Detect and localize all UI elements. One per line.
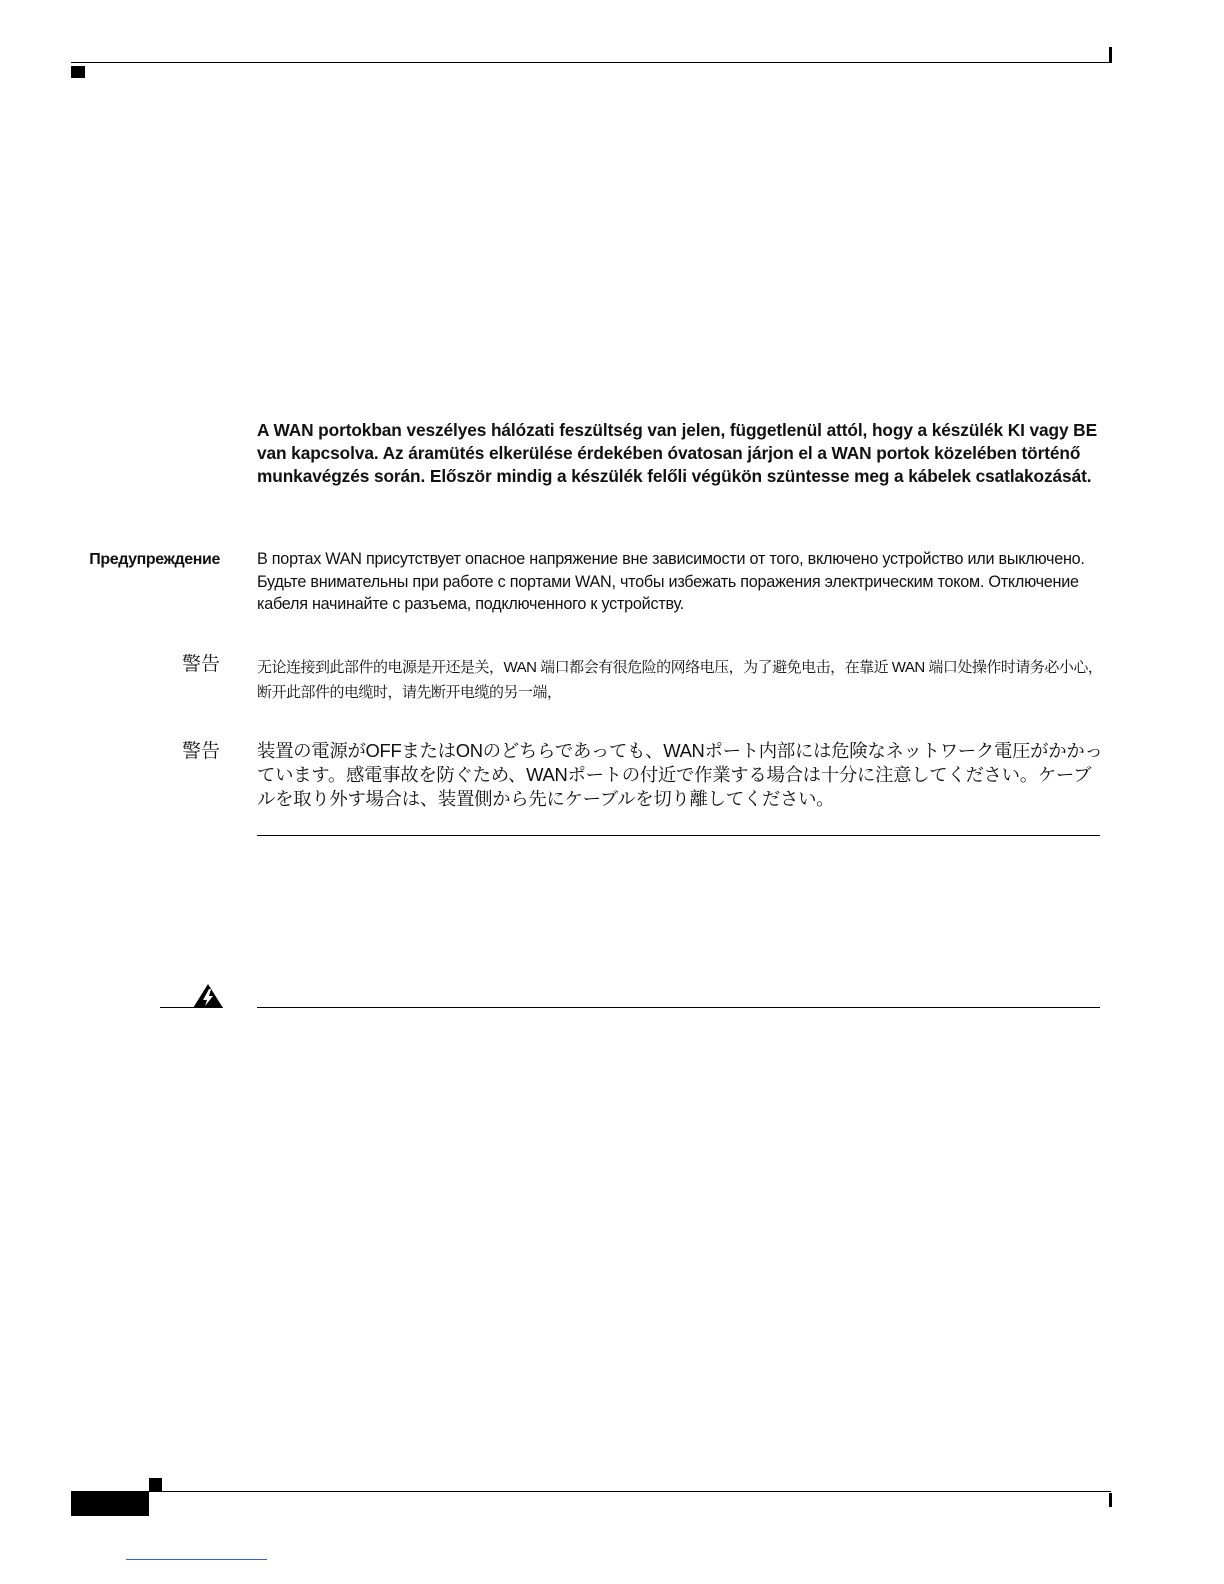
section-end-rule: [257, 835, 1100, 836]
warning-icon-rule: [160, 1007, 223, 1008]
warning-top-rule: [257, 1007, 1100, 1008]
warning-text-russian: В портах WAN присутствует опасное напряжение вне зависимости от того, включено устройство или выключено. Будьте внимательны при работе с портами WAN, чтобы избежать поражения электрическим током. Отключение кабеля начинайте с разъема, подключенного к устройству.: [257, 550, 1085, 613]
warning-triangle-lightning-icon: [192, 983, 224, 1009]
warning-text-chinese: 无论连接到此部件的电源是开还是关，WAN 端口都会有很危险的网络电压，为了避免电击，在靠近 WAN 端口处操作时请务必小心，断开此部件的电缆时，请先断开电缆的另一端，: [257, 659, 1103, 701]
footer-right-tick: [1109, 1493, 1112, 1507]
footer-link-underline[interactable]: [126, 1559, 267, 1560]
warning-text-hungarian: A WAN portokban veszélyes hálózati feszültség van jelen, függetlenül attól, hogy a készülék KI vagy BE van kapcsolva. Az áramütés elkerülése érdekében óvatosan járjon el a WAN portok közelében történő munkavégzés során. Először mindig a készülék felőli végükön szüntesse meg a kábelek csatlakozását.: [257, 420, 1097, 486]
warning-label-russian: Предупреждение: [89, 551, 220, 568]
warning-label-japanese: 警告: [181, 741, 220, 762]
warning-label-chinese: 警告: [181, 654, 220, 675]
header-marker: [71, 66, 85, 78]
footer-marker: [149, 1478, 162, 1491]
footer-rule: [149, 1491, 1111, 1492]
header-rule: [71, 62, 1111, 63]
warning-text-japanese: 装置の電源がOFFまたはONのどちらであっても、WANポート内部には危険なネットワーク電圧がかかっています。感電事故を防ぐため、WANポートの付近で作業する場合は十分に注意してください。ケーブルを取り外す場合は、装置側から先にケーブルを切り離してください。: [257, 740, 1103, 809]
header-right-tick: [1109, 47, 1112, 63]
footer-page-tab: [71, 1491, 149, 1516]
